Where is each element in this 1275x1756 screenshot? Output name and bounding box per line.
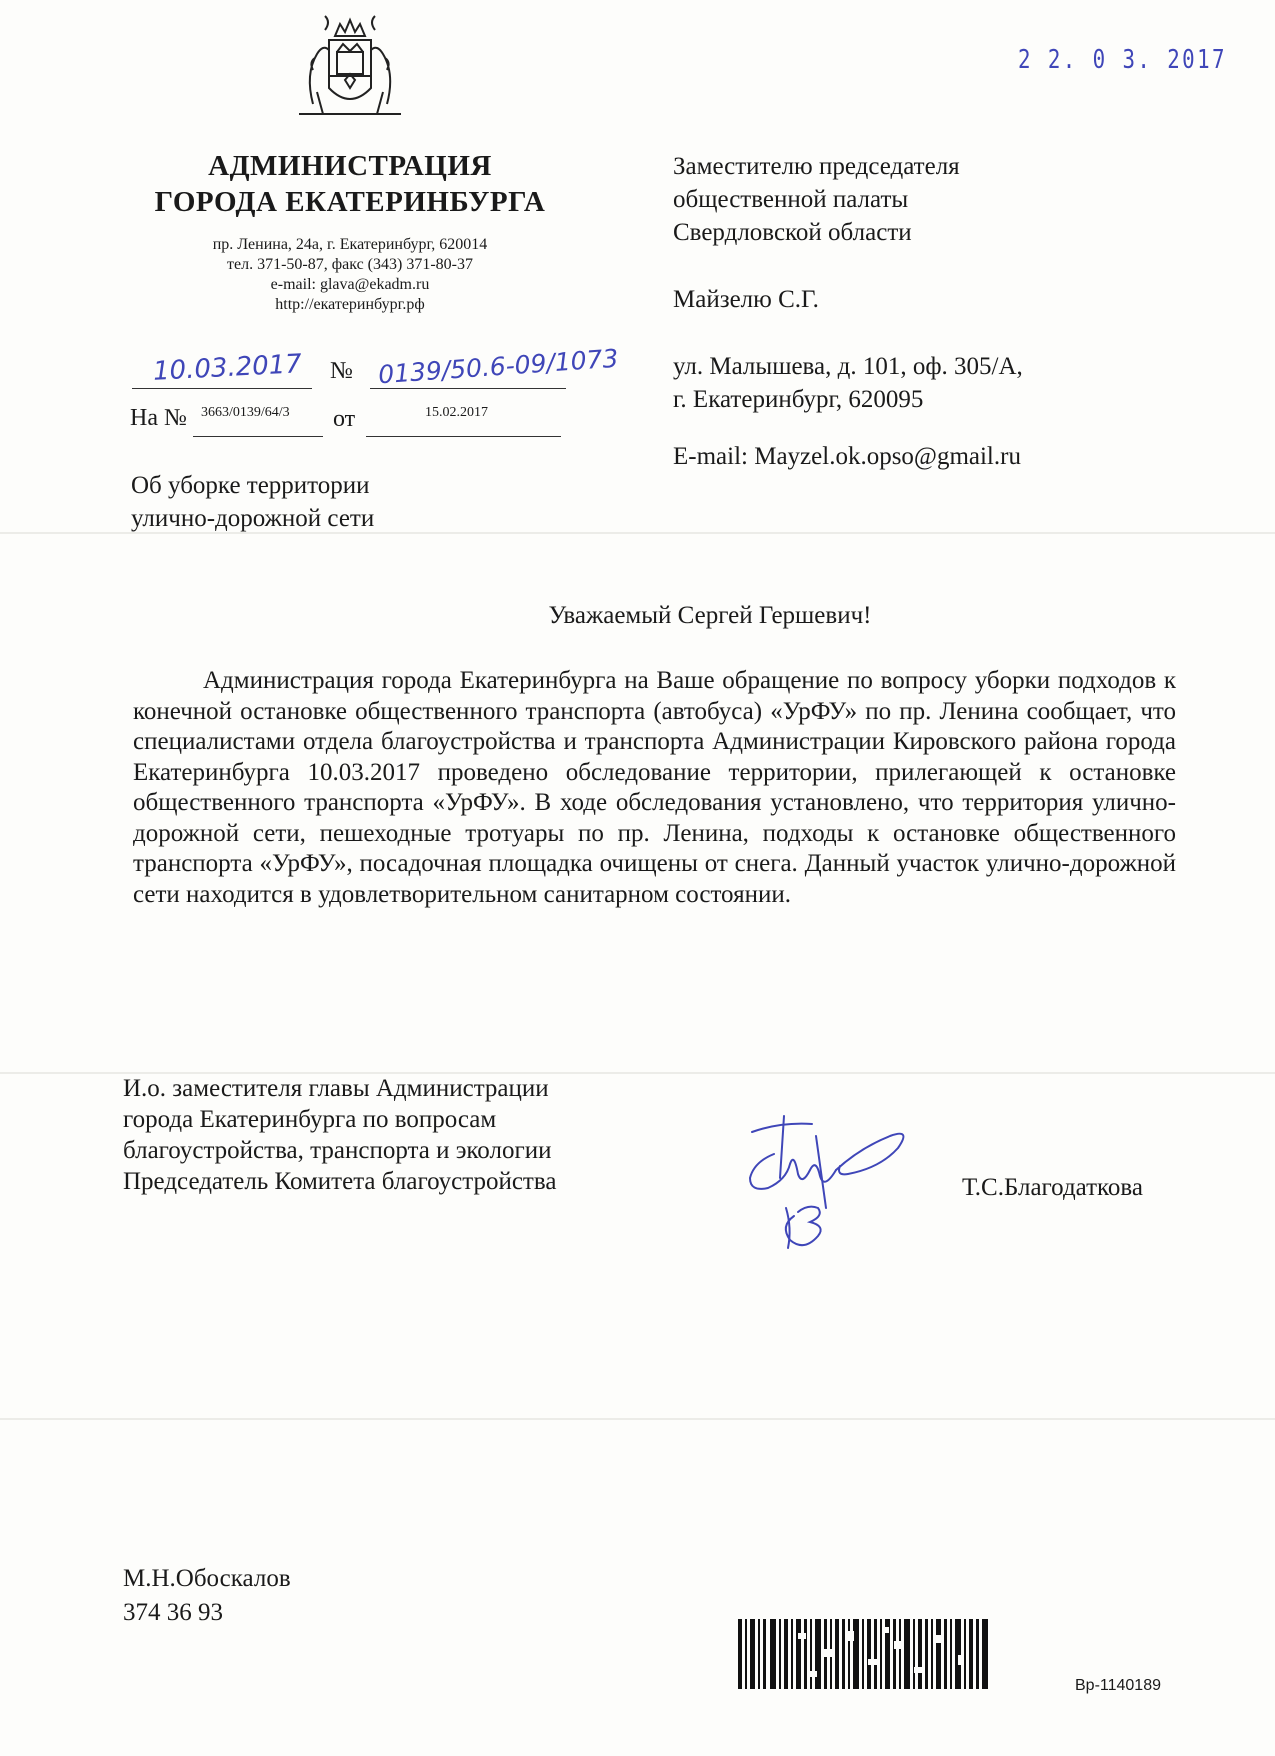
organization-website: http://екатеринбург.рф	[275, 296, 425, 313]
city-coat-of-arms	[285, 14, 415, 124]
recipient-address: г. Екатеринбург, 620095	[673, 386, 924, 413]
signer-title	[123, 1073, 556, 1197]
executor-block	[123, 1562, 291, 1630]
executor-name: М.Н.Обоскалов	[123, 1565, 291, 1592]
barcode-number: Вр-1140189	[1075, 1677, 1161, 1694]
organization-name-line: АДМИНИСТРАЦИЯ	[208, 150, 492, 182]
outgoing-date: 10.03.2017	[152, 349, 303, 387]
recipient-block	[673, 150, 1023, 473]
organization-phone: тел. 371-50-87, факс (343) 371-80-37	[227, 256, 473, 273]
executor-phone: 374 36 93	[123, 1599, 223, 1626]
signer-name: Т.С.Благодаткова	[962, 1174, 1143, 1201]
document-barcode	[738, 1619, 988, 1689]
signer-title-line: благоустройства, транспорта и экологии	[123, 1137, 552, 1164]
signer-title-line: Председатель Комитета благоустройства	[123, 1168, 557, 1195]
signer-title-line: города Екатеринбурга по вопросам	[123, 1106, 497, 1133]
letter-body: Администрация города Екатеринбурга на Ваше обращение по вопросу уборки подходов к конечной остановке общественного транспорта (автобуса) «УрФУ» по пр. Ленина сообщает, что специалистами отдела благоустройства и транспорта Администрации Кировского района города Екатеринбурга 10.03.2017 проведено обследование территории, прилегающей к остановке общественного транспорта «УрФУ». В ходе обследования установлено, что территория улично-дорожной сети, пешеходные тротуары по пр. Ленина, подходы к остановке общественного транспорта «УрФУ», посадочная площадка очищены от снега. Данный участок улично-дорожной сети находится в удовлетворительном санитарном состоянии.	[133, 667, 1176, 908]
letter-greeting: Уважаемый Сергей Гершевич!	[548, 602, 872, 629]
organization-name	[130, 148, 570, 220]
organization-contacts	[130, 235, 570, 315]
in-reply-number: 3663/0139/64/3	[201, 405, 290, 420]
letter-subject-line: Об уборке территории	[131, 472, 370, 499]
from-label: от	[333, 406, 356, 432]
handwritten-signature	[740, 1108, 910, 1258]
recipient-address: ул. Малышева, д. 101, оф. 305/А,	[673, 353, 1023, 380]
organization-name-line: ГОРОДА ЕКАТЕРИНБУРГА	[154, 186, 546, 218]
recipient-position: Заместителю председателя	[673, 153, 960, 180]
outgoing-number: 0139/50.6-09/1073	[377, 343, 620, 390]
recipient-name: Майзелю С.Г.	[673, 286, 819, 313]
number-label: №	[330, 358, 353, 384]
paper-fold-line	[0, 1418, 1275, 1420]
signer-title-line: И.о. заместителя главы Администрации	[123, 1075, 549, 1102]
in-reply-date: 15.02.2017	[425, 405, 488, 420]
letter-subject	[131, 469, 374, 535]
recipient-position: общественной палаты	[673, 186, 909, 213]
organization-email: e-mail: glava@ekadm.ru	[270, 276, 430, 293]
recipient-position: Свердловской области	[673, 219, 912, 246]
received-date-stamp: 2 2. 0 3. 2017	[1018, 45, 1227, 75]
letter-subject-line: улично-дорожной сети	[131, 505, 375, 532]
in-reply-label: На №	[130, 405, 187, 431]
organization-address: пр. Ленина, 24а, г. Екатеринбург, 620014	[212, 236, 488, 253]
recipient-email: E-mail: Mayzel.ok.opso@gmail.ru	[673, 443, 1021, 470]
